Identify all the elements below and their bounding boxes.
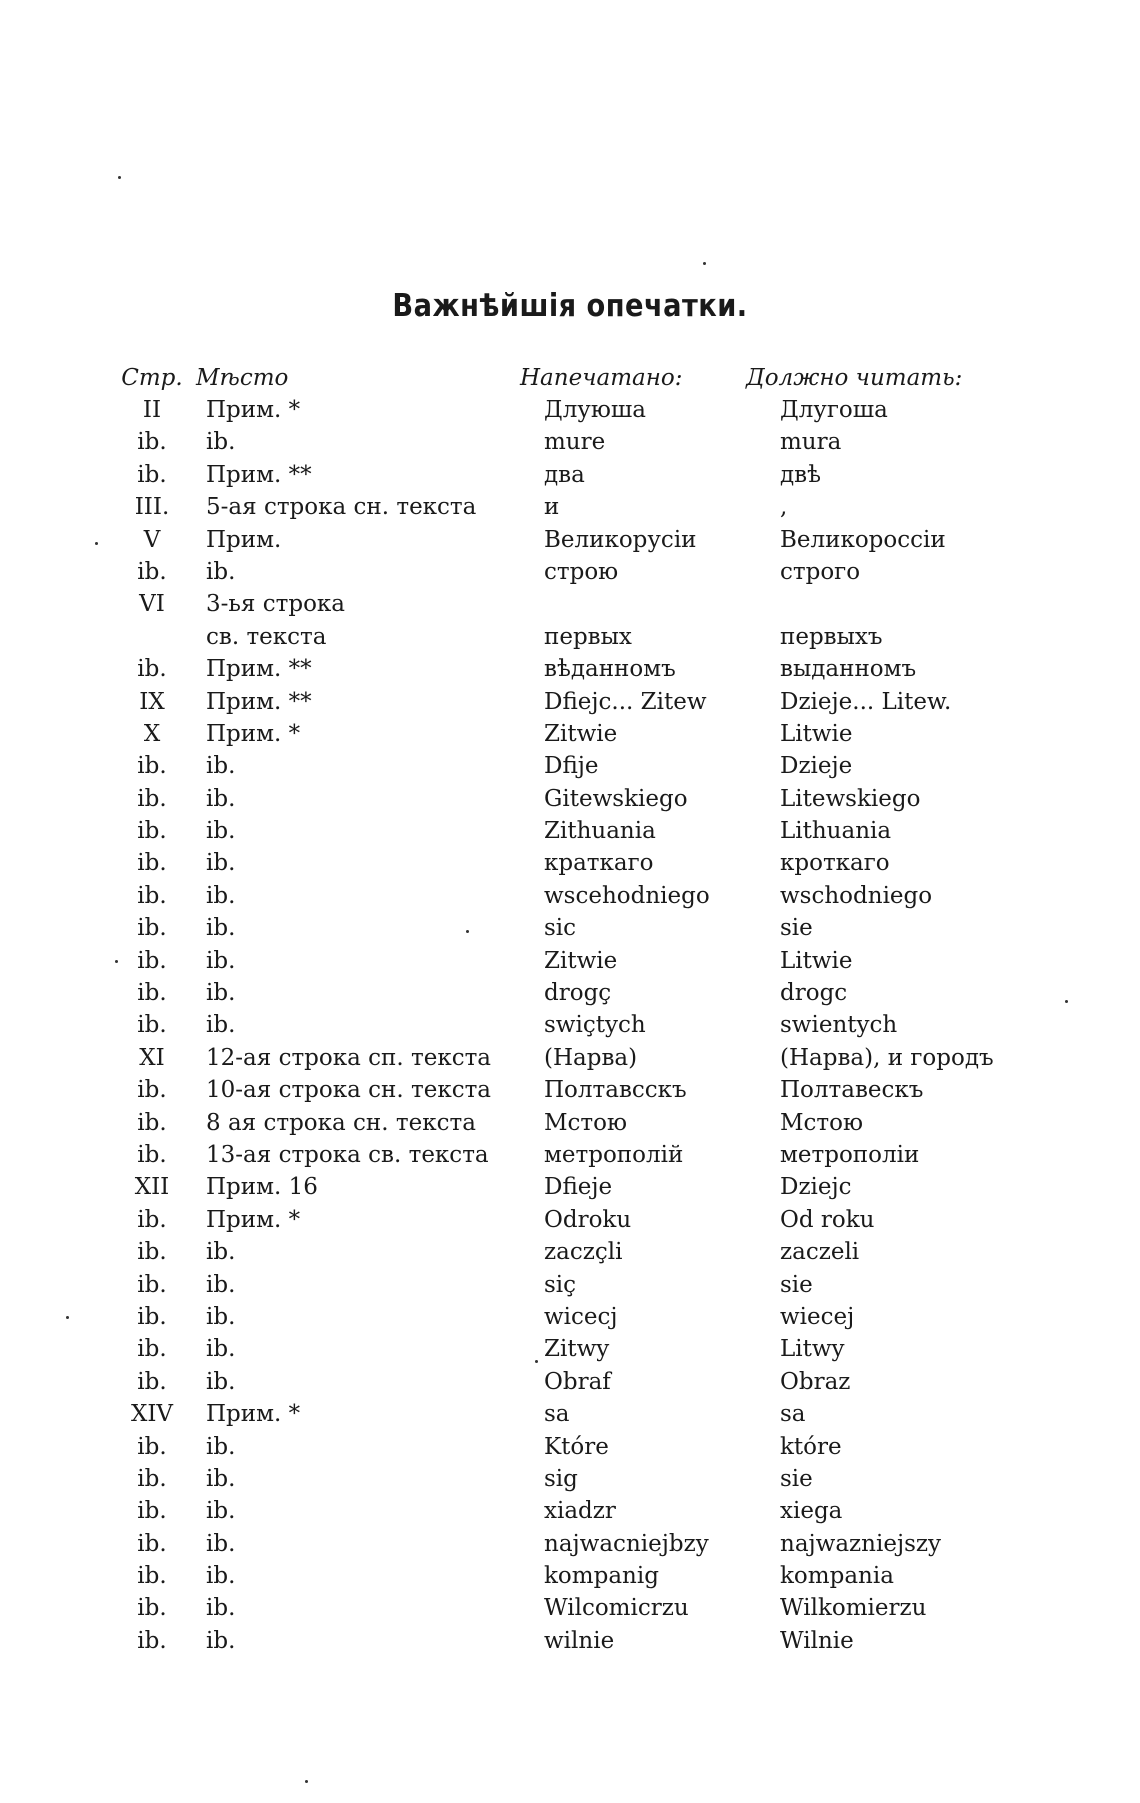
cell-page: ib. [137,1530,167,1557]
table-row [0,394,1140,426]
cell-place: 10-ая строка сн. текста [206,1077,492,1104]
cell-place: ib. [206,429,236,456]
cell-place: ib. [206,1368,236,1395]
cell-page: ib. [137,1109,167,1136]
cell-place: ib. [206,1498,236,1525]
cell-page: ib. [137,1271,167,1298]
table-row [0,1495,1140,1527]
cell-place: ib. [206,1465,236,1492]
cell-printed: Мстою [544,1109,628,1136]
cell-printed: najwacniejbzy [544,1530,709,1557]
table-row [0,1463,1140,1495]
cell-read: метрополіи [780,1141,920,1168]
cell-read: первыхъ [780,623,883,650]
cell-page: ib. [137,1141,167,1168]
cell-printed: swiçtych [544,1012,646,1039]
cell-read: Великороссіи [780,526,946,553]
cell-read: kompania [780,1563,894,1590]
cell-printed: краткаго [544,850,654,877]
cell-place: ib. [206,1563,236,1590]
cell-place: Прим. [206,526,282,553]
cell-place: ib. [206,1595,236,1622]
cell-read: wschodniego [780,882,933,909]
cell-page: ib. [137,818,167,845]
cell-read: , [780,494,788,521]
cell-page: ib. [137,1303,167,1330]
cell-read: кроткаго [780,850,890,877]
table-row [0,750,1140,782]
cell-printed: первых [544,623,632,650]
cell-page: XIV [130,1401,174,1428]
cell-page: ib. [137,1498,167,1525]
cell-printed: Obraf [544,1368,611,1395]
cell-printed: siç [544,1271,577,1298]
table-row [0,588,1140,620]
cell-place: Прим. ** [206,656,312,683]
table-row [0,1592,1140,1624]
cell-printed: zaczçli [544,1239,623,1266]
cell-read: Litwy [780,1336,845,1363]
cell-place: 5-ая строка сн. текста [206,494,477,521]
cell-place: ib. [206,1530,236,1557]
cell-page: ib. [137,558,167,585]
cell-printed: два [544,461,585,488]
page-title: Важнѣйшія опечатки. [392,288,748,324]
cell-read: najwazniejszy [780,1530,941,1557]
table-row [0,1074,1140,1106]
cell-read: Dzieje [780,753,853,780]
cell-read: sie [780,1465,813,1492]
cell-read: sa [780,1401,806,1428]
cell-read: двѣ [780,461,821,488]
cell-place: ib. [206,947,236,974]
cell-place: 13-ая строка св. текста [206,1141,489,1168]
cell-page: IX [139,688,165,715]
cell-place: ib. [206,1336,236,1363]
cell-page: III. [134,494,170,521]
cell-place: св. текста [206,623,327,650]
cell-page: ib. [137,980,167,1007]
cell-read: (Нарва), и городъ [780,1044,994,1071]
table-row [0,1236,1140,1268]
table-row [0,556,1140,588]
cell-place: ib. [206,1239,236,1266]
cell-place: ib. [206,980,236,1007]
cell-place: ib. [206,558,236,585]
table-row [0,1042,1140,1074]
cell-place: ib. [206,818,236,845]
cell-place: ib. [206,753,236,780]
cell-printed: (Нарва) [544,1044,638,1071]
cell-place: ib. [206,850,236,877]
cell-read: Litwie [780,720,853,747]
scan-speck [305,1780,308,1783]
cell-page: ib. [137,785,167,812]
cell-page: V [143,526,161,553]
cell-printed: mure [544,429,606,456]
cell-page: ib. [137,1563,167,1590]
table-row [0,815,1140,847]
cell-printed: Dfije [544,753,599,780]
cell-printed: wicecj [544,1303,618,1330]
cell-read: Мстою [780,1109,864,1136]
cell-read: Длугоша [780,397,888,423]
table-row [0,1398,1140,1430]
header-place: Мѣсто [196,365,289,391]
cell-printed: Dfieje [544,1174,613,1201]
cell-printed: Zitwie [544,947,618,974]
table-row [0,783,1140,815]
table-row [0,1009,1140,1041]
cell-place: Прим. * [206,720,301,747]
cell-page: ib. [137,1627,167,1654]
cell-printed: Zitwy [544,1336,610,1363]
cell-read: zaczeli [780,1239,860,1266]
cell-place: ib. [206,1012,236,1039]
table-row [0,621,1140,653]
cell-place: 8 ая строка сн. текста [206,1109,476,1136]
cell-place: ib. [206,1627,236,1654]
table-row [0,1107,1140,1139]
cell-read: Litwie [780,947,853,974]
cell-read: Obraz [780,1368,851,1395]
header-page: Стр. [121,365,183,391]
cell-printed: Wilcomicrzu [544,1595,689,1622]
cell-printed: xiadzr [544,1498,616,1525]
cell-printed: Длуюша [544,397,646,423]
cell-place: Прим. * [206,1401,301,1428]
cell-read: sie [780,915,813,942]
cell-page: ib. [137,947,167,974]
table-row [0,1528,1140,1560]
table-row [0,1431,1140,1463]
table-row [0,880,1140,912]
cell-place: ib. [206,1433,236,1460]
table-row [0,524,1140,556]
cell-page: ib. [137,915,167,942]
cell-read: Wilkomierzu [780,1595,927,1622]
cell-page: ib. [137,1077,167,1104]
cell-read: Od roku [780,1206,875,1233]
table-row [0,1139,1140,1171]
table-row [0,653,1140,685]
table-row [0,459,1140,491]
cell-place: Прим. * [206,397,301,423]
scan-speck [118,176,121,179]
table-row [0,1269,1140,1301]
cell-place: ib. [206,882,236,909]
table-header [0,362,1140,394]
cell-printed: sa [544,1401,570,1428]
cell-place: Прим. * [206,1206,301,1233]
table-row [0,1333,1140,1365]
cell-page: ib. [137,753,167,780]
cell-page: XII [134,1174,170,1201]
scan-speck [703,262,706,265]
cell-read: sie [780,1271,813,1298]
table-row [0,1301,1140,1333]
cell-read: Litewskiego [780,785,921,812]
cell-place: ib. [206,785,236,812]
cell-page: X [143,720,161,747]
cell-printed: drogç [544,980,612,1007]
cell-place: 3-ья строка [206,591,346,618]
cell-place: ib. [206,1303,236,1330]
cell-place: ib. [206,1271,236,1298]
table-row [0,977,1140,1009]
cell-printed: wilnie [544,1627,615,1654]
cell-page: ib. [137,429,167,456]
cell-read: wiecej [780,1303,855,1330]
cell-page: ib. [137,882,167,909]
cell-read: drogc [780,980,848,1007]
cell-printed: метрополій [544,1141,684,1168]
cell-read: które [780,1433,842,1460]
table-body [0,394,1140,1657]
cell-page: ib. [137,656,167,683]
table-row [0,1204,1140,1236]
cell-printed: Zithuania [544,818,656,845]
cell-read: Wilnie [780,1627,854,1654]
cell-printed: sig [544,1465,578,1492]
cell-printed: и [544,494,560,521]
cell-printed: строю [544,558,619,585]
cell-printed: вѣданномъ [544,656,676,683]
cell-read: mura [780,429,842,456]
cell-page: ib. [137,1239,167,1266]
cell-page: ib. [137,1368,167,1395]
cell-page: ib. [137,1336,167,1363]
cell-read: xiega [780,1498,843,1525]
header-printed: Напечатано: [520,365,683,391]
cell-printed: sic [544,915,577,942]
errata-table [0,362,1140,1657]
cell-page: XI [139,1044,165,1071]
table-row [0,912,1140,944]
header-read: Должно читать: [746,365,963,391]
cell-page: ib. [137,1465,167,1492]
cell-printed: Zitwie [544,720,618,747]
cell-page: ib. [137,1433,167,1460]
cell-printed: Dfiejc... Zitew [544,688,707,715]
cell-read: Полтавескъ [780,1077,924,1104]
cell-printed: Gitewskiego [544,785,688,812]
cell-printed: Które [544,1433,609,1460]
cell-place: Прим. 16 [206,1174,318,1201]
table-row [0,1366,1140,1398]
cell-printed: Odroku [544,1206,632,1233]
cell-place: Прим. ** [206,461,312,488]
table-row [0,1625,1140,1657]
cell-page: II [142,397,162,423]
cell-printed: wscehodniego [544,882,710,909]
table-row [0,1171,1140,1203]
cell-read: строго [780,558,861,585]
cell-read: Dziejc [780,1174,852,1201]
cell-page: ib. [137,1595,167,1622]
cell-page: ib. [137,461,167,488]
cell-page: ib. [137,1206,167,1233]
cell-read: Lithuania [780,818,892,845]
table-row [0,491,1140,523]
cell-read: swientych [780,1012,898,1039]
cell-printed: kompanig [544,1563,659,1590]
table-row [0,1560,1140,1592]
cell-printed: Великорусіи [544,526,697,553]
table-row [0,718,1140,750]
cell-read: выданномъ [780,656,917,683]
cell-page: ib. [137,1012,167,1039]
table-row [0,686,1140,718]
cell-place: Прим. ** [206,688,312,715]
cell-page: ib. [137,850,167,877]
cell-place: 12-ая строка сп. текста [206,1044,492,1071]
table-row [0,847,1140,879]
cell-read: Dzieje... Litew. [780,688,952,715]
cell-printed: Полтавсскъ [544,1077,687,1104]
cell-place: ib. [206,915,236,942]
table-row [0,945,1140,977]
table-row [0,426,1140,458]
cell-page: VI [139,591,165,618]
